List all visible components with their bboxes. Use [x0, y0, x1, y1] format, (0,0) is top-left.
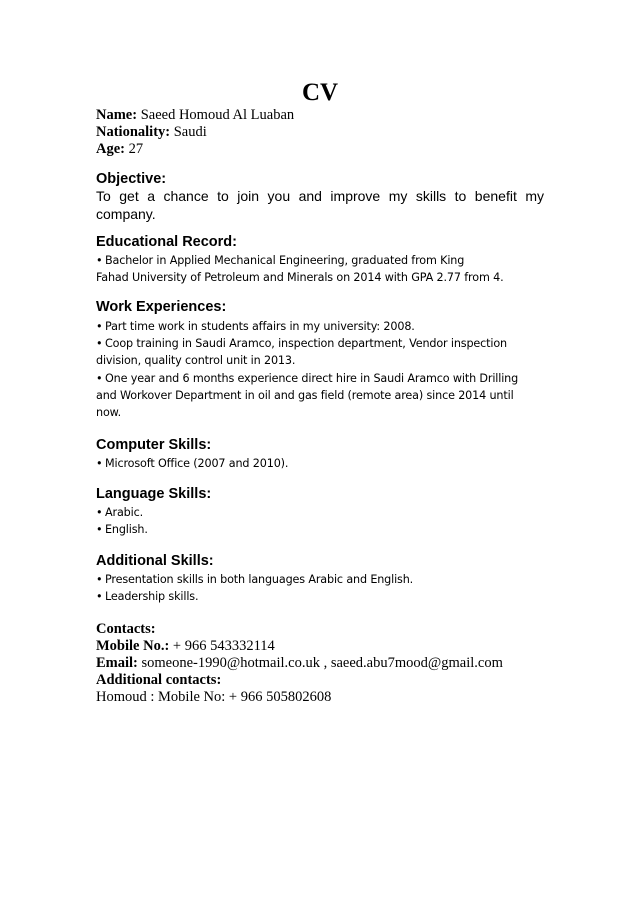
email-label: Email: — [96, 655, 138, 671]
bullet-icon: • — [96, 523, 103, 537]
bullet-icon: • — [96, 457, 103, 470]
work-section — [96, 318, 544, 421]
work-heading: Work Experiences: — [96, 299, 227, 315]
additional-skills-section — [96, 571, 544, 605]
bullet-icon: • — [96, 590, 103, 604]
bullet-icon: • — [96, 320, 103, 333]
objective-text — [96, 187, 544, 223]
bullet-icon: • — [96, 506, 103, 519]
contacts-heading-text: Contacts: — [96, 621, 156, 637]
computer-skills-section — [96, 455, 544, 472]
additional-skill-2: Leadership skills. — [105, 590, 199, 604]
education-section — [96, 252, 544, 286]
contacts-section — [96, 621, 503, 706]
personal-info — [96, 107, 294, 158]
work-item-3-line-2: and Workover Department in oil and gas field (remote area) since 2014 until — [96, 388, 514, 402]
email-line — [96, 655, 503, 672]
age-line — [96, 141, 294, 158]
computer-skill-1: Microsoft Office (2007 and 2010). — [105, 457, 289, 470]
work-item — [96, 370, 544, 387]
mobile-line — [96, 638, 503, 655]
education-line-2: Fahad University of Petroleum and Minerals on 2014 with GPA 2.77 from 4. — [96, 271, 504, 285]
mobile-value: + 966 543332114 — [172, 638, 275, 654]
language-item — [96, 521, 544, 538]
language-2: English. — [105, 523, 148, 537]
work-item-3-line-3: now. — [96, 406, 122, 420]
additional-skills-heading: Additional Skills: — [96, 553, 214, 569]
additional-skill-item — [96, 571, 544, 588]
work-item — [96, 335, 544, 352]
work-item — [96, 318, 544, 335]
document-title: CV — [301, 79, 339, 106]
work-item-3-line-1: One year and 6 months experience direct hire in Saudi Aramco with Drilling — [105, 371, 519, 385]
language-skills-heading: Language Skills: — [96, 486, 212, 502]
bullet-icon: • — [96, 337, 103, 351]
name-line — [96, 107, 294, 124]
additional-skill-item — [96, 588, 544, 605]
mobile-label: Mobile No.: — [96, 638, 170, 654]
objective-text-content: To get a chance to join you and improve my skills to benefit my company. — [96, 188, 544, 222]
name-value: Saeed Homoud Al Luaban — [140, 107, 295, 123]
objective-heading: Objective: — [96, 171, 167, 187]
computer-skill-item — [96, 455, 544, 472]
language-skills-section — [96, 504, 544, 538]
education-heading: Educational Record: — [96, 234, 237, 250]
education-line-1: Bachelor in Applied Mechanical Engineering, graduated from King — [105, 254, 465, 267]
bullet-icon: • — [96, 573, 103, 586]
computer-skills-heading: Computer Skills: — [96, 437, 212, 453]
nationality-value: Saudi — [173, 124, 207, 140]
age-value: 27 — [128, 141, 144, 157]
work-item-2-line-1: Coop training in Saudi Aramco, inspection department, Vendor inspection — [105, 337, 507, 351]
bullet-icon: • — [96, 371, 103, 385]
nationality-line — [96, 124, 294, 141]
work-item-2-line-2: division, quality control unit in 2013. — [96, 354, 296, 368]
nationality-label: Nationality: — [96, 124, 171, 140]
language-item — [96, 504, 544, 521]
contacts-heading — [96, 621, 503, 638]
additional-contact-line: Homoud : Mobile No: + 966 505802608 — [96, 689, 332, 705]
name-label: Name: — [96, 107, 138, 123]
work-item-1: Part time work in students affairs in my university: 2008. — [105, 320, 415, 333]
additional-contacts-heading — [96, 672, 503, 689]
bullet-icon: • — [96, 254, 103, 267]
education-item — [96, 252, 544, 269]
age-label: Age: — [96, 141, 125, 157]
additional-skill-1: Presentation skills in both languages Arabic and English. — [105, 573, 414, 586]
email-value: someone-1990@hotmail.co.uk , saeed.abu7mood@gmail.com — [141, 655, 503, 671]
language-1: Arabic. — [105, 506, 143, 519]
additional-contacts-label: Additional contacts: — [96, 672, 222, 688]
